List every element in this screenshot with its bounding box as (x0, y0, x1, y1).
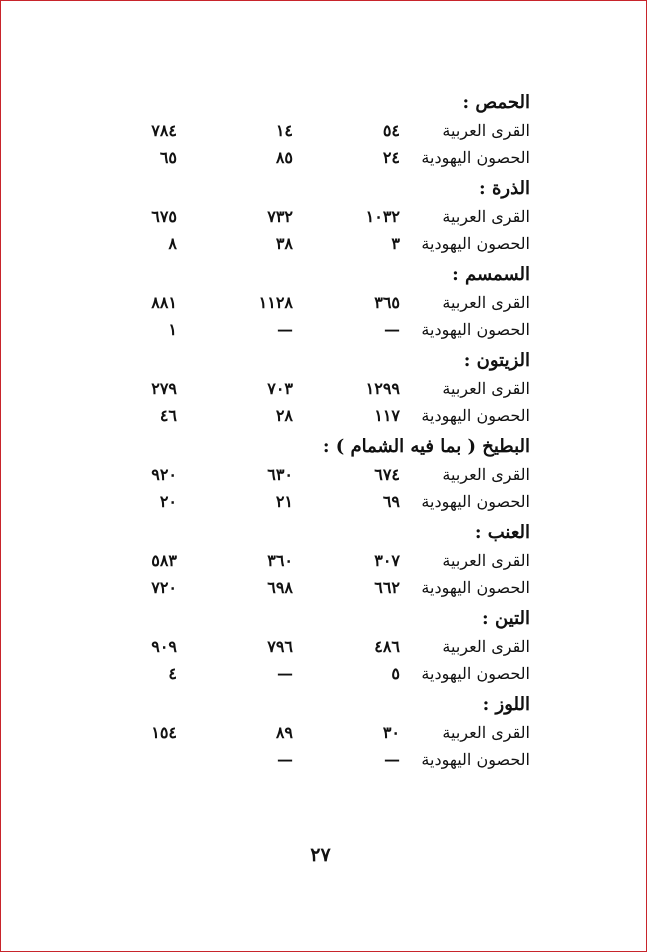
value-col-2: ٢١ (275, 492, 293, 511)
row-arab-villages (131, 547, 533, 574)
row-label: القرى العربية (442, 121, 530, 140)
section-title: الحمص : (462, 92, 530, 113)
value-col-3: ٨٨١ (151, 293, 177, 312)
row-label: القرى العربية (442, 379, 530, 398)
row-label: القرى العربية (442, 465, 530, 484)
section-title: البطيخ ( بما فيه الشمام ) : (322, 436, 530, 457)
row-label: القرى العربية (442, 551, 530, 570)
value-col-2: ٣٦٠ (267, 551, 293, 570)
section-chickpeas (131, 85, 533, 171)
value-col-3: ٥٨٣ (151, 551, 177, 570)
row-arab-villages (131, 461, 533, 488)
value-col-2: — (277, 664, 293, 683)
section-title: السمسم : (452, 264, 530, 285)
section-watermelon (131, 429, 533, 515)
value-col-2: — (277, 750, 293, 769)
value-col-3: ٦٥ (159, 148, 177, 167)
section-corn (131, 171, 533, 257)
section-figs (131, 601, 533, 687)
value-col-1: ٦٧٤ (374, 465, 400, 484)
value-col-2: ٨٥ (275, 148, 293, 167)
row-jewish-settlements (131, 402, 533, 429)
value-col-1: ٦٦٢ (374, 578, 400, 597)
section-title: التين : (482, 608, 530, 629)
value-col-2: ٧٠٣ (267, 379, 293, 398)
row-label: الحصون اليهودية (421, 750, 530, 769)
value-col-3: ١٥٤ (151, 723, 177, 742)
section-almonds (131, 687, 533, 773)
page-number-text: ٢٧ (310, 844, 331, 866)
value-col-1: — (384, 750, 400, 769)
row-label: القرى العربية (442, 637, 530, 656)
row-arab-villages (131, 117, 533, 144)
value-col-2: ١٤ (275, 121, 293, 140)
value-col-1: ١١٧ (374, 406, 400, 425)
section-sesame (131, 257, 533, 343)
value-col-3: ٧٢٠ (151, 578, 177, 597)
value-col-1: ٦٩ (382, 492, 400, 511)
value-col-3: ١ (168, 320, 177, 339)
value-col-2: — (277, 320, 293, 339)
row-jewish-settlements (131, 230, 533, 257)
value-col-1: ١٠٣٢ (365, 207, 400, 226)
value-col-2: ٧٩٦ (267, 637, 293, 656)
value-col-3: ٤ (168, 664, 177, 683)
row-label: الحصون اليهودية (421, 406, 530, 425)
value-col-2: ٨٩ (275, 723, 293, 742)
value-col-3: ٨ (168, 234, 177, 253)
value-col-1: ٣٠ (382, 723, 400, 742)
row-label: القرى العربية (442, 293, 530, 312)
row-arab-villages (131, 203, 533, 230)
row-label: الحصون اليهودية (421, 234, 530, 253)
value-col-3: ٧٨٤ (151, 121, 177, 140)
row-arab-villages (131, 719, 533, 746)
value-col-3: ٤٦ (159, 406, 177, 425)
row-arab-villages (131, 289, 533, 316)
row-label: القرى العربية (442, 723, 530, 742)
section-title: اللوز : (482, 694, 530, 715)
row-jewish-settlements (131, 316, 533, 343)
value-col-2: ٢٨ (275, 406, 293, 425)
value-col-1: ٢٤ (382, 148, 400, 167)
value-col-1: ٣ (391, 234, 400, 253)
value-col-1: ٥ (391, 664, 400, 683)
row-arab-villages (131, 375, 533, 402)
value-col-2: ٦٣٠ (267, 465, 293, 484)
value-col-1: ٤٨٦ (374, 637, 400, 656)
value-col-2: ٦٩٨ (267, 578, 293, 597)
value-col-2: ٧٣٢ (267, 207, 293, 226)
section-olives (131, 343, 533, 429)
row-label: الحصون اليهودية (421, 148, 530, 167)
value-col-1: ٣٦٥ (374, 293, 400, 312)
row-label: الحصون اليهودية (421, 320, 530, 339)
value-col-1: — (384, 320, 400, 339)
row-jewish-settlements (131, 746, 533, 773)
row-jewish-settlements (131, 144, 533, 171)
value-col-1: ١٢٩٩ (365, 379, 400, 398)
value-col-1: ٣٠٧ (374, 551, 400, 570)
value-col-3: ٩٢٠ (151, 465, 177, 484)
value-col-1: ٥٤ (382, 121, 400, 140)
row-jewish-settlements (131, 488, 533, 515)
row-arab-villages (131, 633, 533, 660)
value-col-3: ٢٠ (159, 492, 177, 511)
section-title: الذرة : (479, 178, 530, 199)
value-col-3: ٦٧٥ (151, 207, 177, 226)
row-label: الحصون اليهودية (421, 664, 530, 683)
page-number (1, 844, 646, 866)
row-label: القرى العربية (442, 207, 530, 226)
value-col-2: ١١٢٨ (258, 293, 293, 312)
value-col-2: ٣٨ (275, 234, 293, 253)
row-label: الحصون اليهودية (421, 492, 530, 511)
section-title: الزيتون : (463, 350, 530, 371)
value-col-3: ٩٠٩ (151, 637, 177, 656)
row-label: الحصون اليهودية (421, 578, 530, 597)
row-jewish-settlements (131, 574, 533, 601)
crop-statistics-list (131, 85, 533, 773)
value-col-3: ٢٧٩ (151, 379, 177, 398)
section-grapes (131, 515, 533, 601)
row-jewish-settlements (131, 660, 533, 687)
section-title: العنب : (474, 522, 530, 543)
